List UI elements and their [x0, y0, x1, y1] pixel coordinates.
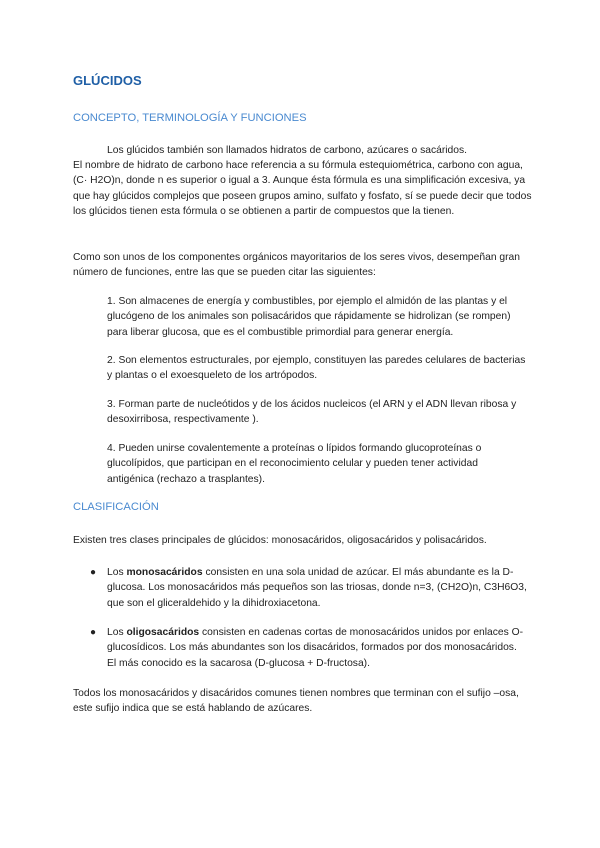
term-oligosacaridos: oligosacáridos [126, 627, 200, 638]
function-item-2: 2. Son elementos estructurales, por ejemplo, constituyen las paredes celulares de bacterias y plantas o el exoesqueleto de los artrópodos. [107, 355, 526, 382]
bullet-oligosacaridos [107, 625, 527, 671]
page-title: GLÚCIDOS [73, 73, 142, 88]
classification-intro: Existen tres clases principales de glúcidos: monosacáridos, oligosacáridos y polisacáridos. [73, 535, 487, 546]
bullet-icon: ● [90, 567, 97, 578]
bullet-text: consisten en una sola unidad de azúcar. El más abundante es la D-glucosa. Los monosacáridos más pequeños son las triosas, donde n=3, (CH2O)n, C3H6O3, que son el gliceraldehido y la dihidroxiacetona. [107, 567, 527, 609]
section-heading-clasificacion: CLASIFICACIÓN [73, 501, 159, 513]
bullet-monosacaridos [107, 565, 527, 611]
closing-paragraph: Todos los monosacáridos y disacáridos comunes tienen nombres que terminan con el sufijo –osa, este sufijo indica que se está hablando de azúcares. [73, 688, 519, 715]
function-item-4: 4. Pueden unirse covalentemente a proteínas o lípidos formando glucoproteínas o glucolípidos, que participan en el reconocimiento celular y pueden tener actividad antigénica (rechazo a trasplantes). [107, 443, 482, 485]
bullet-lead: Los [107, 627, 127, 638]
section-heading-concepto: CONCEPTO, TERMINOLOGÍA Y FUNCIONES [73, 112, 307, 124]
term-monosacaridos: monosacáridos [126, 567, 203, 578]
bullet-icon: ● [90, 627, 97, 638]
function-item-3: 3. Forman parte de nucleótidos y de los ácidos nucleicos (el ARN y el ADN llevan ribosa y desoxirribosa, respectivamente ). [107, 399, 517, 426]
function-item-1: 1. Son almacenes de energía y combustibles, por ejemplo el almidón de las plantas y el glucógeno de los animales son polisacáridos que rápidamente se hidrolizan (se rompen) para liberar glucosa, que es el combustible primordial para generar energía. [107, 296, 511, 338]
bullet-lead: Los [107, 567, 127, 578]
functions-intro: Como son unos de los componentes orgánicos mayoritarios de los seres vivos, desempeñan gran número de funciones, entre las que se pueden citar las siguientes: [73, 252, 521, 279]
bullet-text: consisten en cadenas cortas de monosacáridos unidos por enlaces O-glucosídicos. Los más abundantes son los disacáridos, formados por dos monosacáridos. El más conocido es la sacarosa (D-glucosa + D-fructosa). [107, 627, 524, 669]
intro-paragraph: El nombre de hidrato de carbono hace referencia a su fórmula estequiométrica, carbono con agua, (C· H2O)n, donde n es superior o igual a 3. Aunque ésta fórmula es una simplificación excesiva, ya que hay glúcidos complejos que poseen grupos amino, sulfato y fosfato, sí se puede decir que todos los glúcidos tienen esta fórmula o se obtienen a partir de compuestos que la tienen. [73, 160, 532, 217]
intro-first-line: Los glúcidos también son llamados hidratos de carbono, azúcares o sacáridos. [107, 145, 468, 156]
